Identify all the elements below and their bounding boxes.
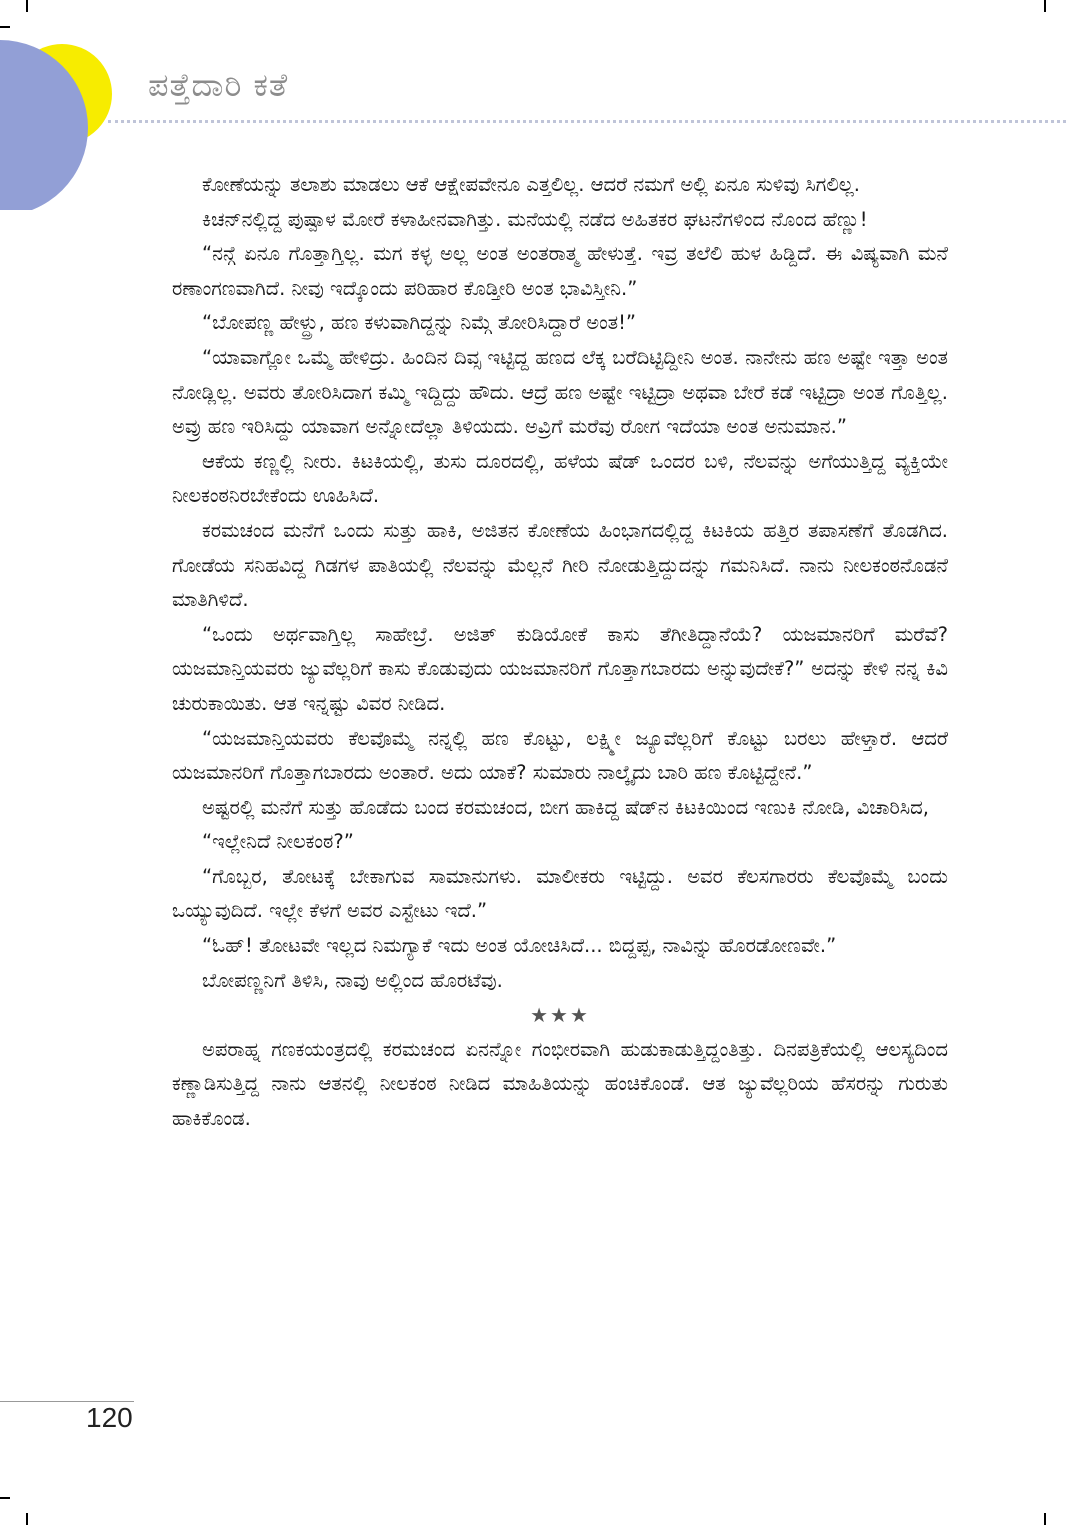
paragraph: “ಯಜಮಾನ್ತಿಯವರು ಕೆಲವೊಮ್ಮೆ ನನ್ನಲ್ಲಿ ಹಣ ಕೊಟ್ಟು, ಲಕ್ಷ್ಮೀ ಜ್ಯೂವೆಲ್ಲರಿಗೆ ಕೊಟ್ಟು ಬರಲು ಹೇಳ್ತಾರೆ. ಆದರೆ ಯಜಮಾನರಿಗೆ ಗೊತ್ತಾಗಬಾರದು ಅಂತಾರೆ. ಅದು ಯಾಕೆ? ಸುಮಾರು ನಾಲ್ಕೈದು ಬಾರಿ ಹಣ ಕೊಟ್ಟಿದ್ದೇನೆ.” [172, 726, 948, 785]
header-dotted-rule [108, 120, 1066, 123]
paragraph: “ಓಹ್! ತೋಟವೇ ಇಲ್ಲದ ನಿಮಗ್ಯಾಕೆ ಇದು ಅಂತ ಯೋಚಿಸಿದೆ... ಬಿದ್ದಪ್ಪ, ನಾವಿನ್ನು ಹೊರಡೋಣವೇ.” [202, 934, 837, 958]
page-number: 120 [86, 1402, 133, 1433]
header-circles-decoration [0, 0, 140, 210]
crop-mark-bottom-left [26, 1513, 28, 1525]
paragraph: ಅಷ್ಟರಲ್ಲಿ ಮನೆಗೆ ಸುತ್ತು ಹೊಡೆದು ಬಂದ ಕರಮಚಂದ, ಬೀಗ ಹಾಕಿದ್ದ ಷೆಡ್‌ನ ಕಿಟಕಿಯಿಂದ ಇಣುಕಿ ನೋಡಿ, ವಿಚಾರಿಸಿದ, [202, 795, 929, 819]
paragraph: ಕರಮಚಂದ ಮನೆಗೆ ಒಂದು ಸುತ್ತು ಹಾಕಿ, ಅಜಿತನ ಕೋಣೆಯ ಹಿಂಭಾಗದಲ್ಲಿದ್ದ ಕಿಟಕಿಯ ಹತ್ತಿರ ತಪಾಸಣೆಗೆ ತೊಡಗಿದ. ಗೋಡೆಯ ಸನಿಹವಿದ್ದ ಗಿಡಗಳ ಪಾತಿಯಲ್ಲಿ ನೆಲವನ್ನು ಮೆಲ್ಲನೆ ಗೀರಿ ನೋಡುತ್ತಿದ್ದುದನ್ನು ಗಮನಿಸಿದೆ. ನಾನು ನೀಲಕಂಠನೊಡನೆ ಮಾತಿಗಿಳಿದೆ. [172, 518, 948, 612]
paragraph: ಅಪರಾಹ್ನ ಗಣಕಯಂತ್ರದಲ್ಲಿ ಕರಮಚಂದ ಏನನ್ನೋ ಗಂಭೀರವಾಗಿ ಹುಡುಕಾಡುತ್ತಿದ್ದಂತಿತ್ತು. ದಿನಪತ್ರಿಕೆಯಲ್ಲಿ ಆಲಸ್ಯದಿಂದ ಕಣ್ಣಾಡಿಸುತ್ತಿದ್ದ ನಾನು ಆತನಲ್ಲಿ ನೀಲಕಂಠ ನೀಡಿದ ಮಾಹಿತಿಯನ್ನು ಹಂಚಿಕೊಂಡೆ. ಆತ ಜ್ಯುವೆಲ್ಲರಿಯ ಹೆಸರನ್ನು ಗುರುತು ಹಾಕಿಕೊಂಡ. [172, 1037, 948, 1131]
crop-mark-top-right [1044, 0, 1046, 12]
paragraph: “ಇಲ್ಲೇನಿದೆ ನೀಲಕಂಠ?” [202, 830, 354, 854]
crop-mark-bottom-right [1044, 1513, 1046, 1525]
crop-mark-bottom-left-side [0, 1497, 10, 1499]
paragraph: “ನನ್ಗೆ ಏನೂ ಗೊತ್ತಾಗ್ತಿಲ್ಲ. ಮಗ ಕಳ್ಳ ಅಲ್ಲ ಅಂತ ಅಂತರಾತ್ಮ ಹೇಳುತ್ತೆ. ಇವ್ರ ತಲೆಲಿ ಹುಳ ಹಿಡ್ದಿದೆ. ಈ ವಿಷ್ಯವಾಗಿ ಮನೆ ರಣಾಂಗಣವಾಗಿದೆ. ನೀವು ಇದ್ಕೊಂದು ಪರಿಹಾರ ಕೊಡ್ತೀರಿ ಅಂತ ಭಾವಿಸ್ತೀನಿ.” [172, 242, 948, 300]
section-break-stars: ★★★ [530, 1003, 590, 1028]
paragraph: ಬೋಪಣ್ಣನಿಗೆ ತಿಳಿಸಿ, ನಾವು ಅಲ್ಲಿಂದ ಹೊರಟೆವು. [202, 968, 503, 992]
paragraph: ಆಕೆಯ ಕಣ್ಣಲ್ಲಿ ನೀರು. ಕಿಟಕಿಯಲ್ಲಿ, ತುಸು ದೂರದಲ್ಲಿ, ಹಳೆಯ ಷೆಡ್ ಒಂದರ ಬಳಿ, ನೆಲವನ್ನು ಅಗೆಯುತ್ತಿದ್ದ ವ್ಯಕ್ತಿಯೇ ನೀಲಕಂಠನಿರಬೇಕೆಂದು ಊಹಿಸಿದೆ. [172, 449, 948, 508]
paragraph: “ಒಂದು ಅರ್ಥವಾಗ್ತಿಲ್ಲ ಸಾಹೇಬ್ರೆ. ಅಜಿತ್ ಕುಡಿಯೋಕೆ ಕಾಸು ತೆಗೀತಿದ್ದಾನೆಯೆ? ಯಜಮಾನರಿಗೆ ಮರೆವೆ? ಯಜಮಾನ್ತಿಯವರು ಜ್ಯುವೆಲ್ಲರಿಗೆ ಕಾಸು ಕೊಡುವುದು ಯಜಮಾನರಿಗೆ ಗೊತ್ತಾಗಬಾರದು ಅನ್ನುವುದೇಕೆ?” ಅದನ್ನು ಕೇಳಿ ನನ್ನ ಕಿವಿ ಚುರುಕಾಯಿತು. ಆತ ಇನ್ನಷ್ಟು ವಿವರ ನೀಡಿದ. [172, 622, 948, 715]
paragraph: “ಯಾವಾಗ್ಲೋ ಒಮ್ಮೆ ಹೇಳಿದ್ರು. ಹಿಂದಿನ ದಿವ್ಸ ಇಟ್ಟಿದ್ದ ಹಣದ ಲೆಕ್ಕ ಬರೆದಿಟ್ಟಿದ್ದೀನಿ ಅಂತ. ನಾನೇನು ಹಣ ಅಷ್ಟೇ ಇತ್ತಾ ಅಂತ ನೋಡ್ಲಿಲ್ಲ. ಅವರು ತೋರಿಸಿದಾಗ ಕಮ್ಮಿ ಇದ್ದಿದ್ದು ಹೌದು. ಆದ್ರೆ ಹಣ ಅಷ್ಟೇ ಇಟ್ಟಿದ್ರಾ ಅಥವಾ ಬೇರೆ ಕಡೆ ಇಟ್ಟಿದ್ರಾ ಅಂತ ಗೊತ್ತಿಲ್ಲ. ಅವ್ರು ಹಣ ಇರಿಸಿದ್ದು ಯಾವಾಗ ಅನ್ನೋದೆಲ್ಲಾ ತಿಳಿಯದು. ಅವ್ರಿಗೆ ಮರೆವು ರೋಗ ಇದೆಯಾ ಅಂತ ಅನುಮಾನ.” [172, 345, 948, 439]
paragraph: ಕೋಣೆಯನ್ನು ತಲಾಶು ಮಾಡಲು ಆಕೆ ಆಕ್ಷೇಪವೇನೂ ಎತ್ತಲಿಲ್ಲ. ಆದರೆ ನಮಗೆ ಅಲ್ಲಿ ಏನೂ ಸುಳಿವು ಸಿಗಲಿಲ್ಲ. [202, 173, 860, 196]
paragraph: “ಗೊಬ್ಬರ, ತೋಟಕ್ಕೆ ಬೇಕಾಗುವ ಸಾಮಾನುಗಳು. ಮಾಲೀಕರು ಇಟ್ಟಿದ್ದು. ಅವರ ಕೆಲಸಗಾರರು ಕೆಲವೊಮ್ಮೆ ಬಂದು ಒಯ್ಯುವುದಿದೆ. ಇಲ್ಲೇ ಕೆಳಗೆ ಅವರ ಎಸ್ಟೇಟು ಇದೆ.” [172, 864, 948, 923]
paragraph: ಕಿಚನ್‌ನಲ್ಲಿದ್ದ ಪುಷ್ಪಾಳ ಮೋರೆ ಕಳಾಹೀನವಾಗಿತ್ತು. ಮನೆಯಲ್ಲಿ ನಡೆದ ಅಹಿತಕರ ಘಟನೆಗಳಿಂದ ನೊಂದ ಹೆಣ್ಣು! [202, 207, 868, 231]
chapter-title: ಪತ್ತೆದಾರಿ ಕತೆ [148, 66, 289, 104]
body-text [172, 168, 948, 1137]
paragraph: “ಬೋಪಣ್ಣ ಹೇಳ್ದ್ರು, ಹಣ ಕಳುವಾಗಿದ್ದನ್ನು ನಿಮ್ಗೆ ತೋರಿಸಿದ್ದಾರೆ ಅಂತ!” [202, 311, 636, 335]
